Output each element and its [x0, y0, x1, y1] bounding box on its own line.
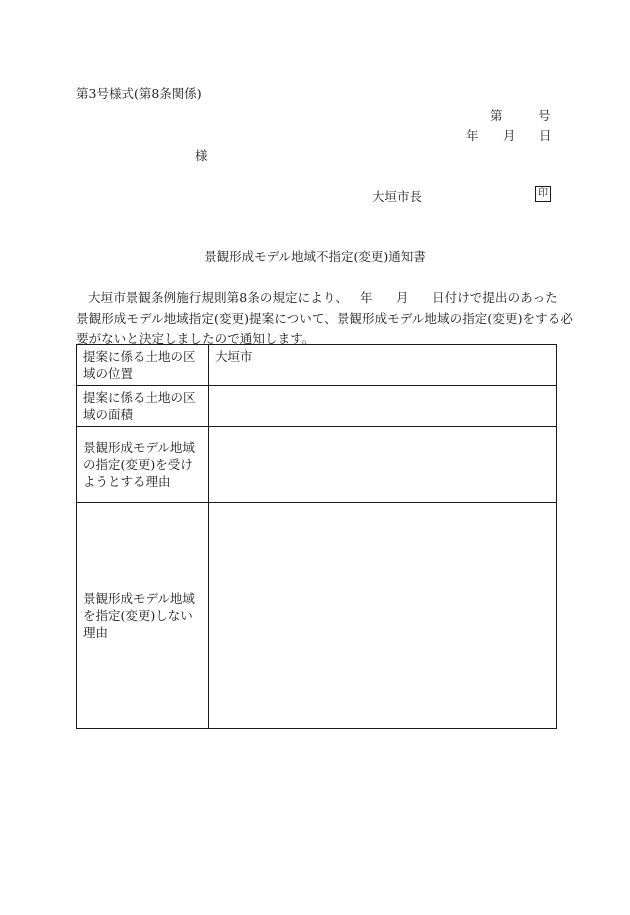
- body-text: [76, 288, 573, 350]
- body-line-1-a: 大垣市景観条例施行規則第8条の規定により、: [88, 290, 349, 305]
- table-row: [77, 427, 557, 503]
- table-row: [77, 503, 557, 729]
- table-row: [77, 345, 557, 386]
- info-table: [76, 344, 557, 729]
- body-year: 年: [360, 290, 373, 305]
- row-label-area: 提案に係る土地の区域の面積: [77, 386, 209, 427]
- document-title: 景観形成モデル地域不指定(変更)通知書: [204, 249, 426, 264]
- date-day: 日: [539, 128, 552, 143]
- body-line-2-text: 景観形成モデル地域指定(変更)提案について、景観形成モデル地域の指定(変更)をする必: [76, 310, 573, 326]
- row-value-location: 大垣市: [209, 345, 557, 386]
- row-value-non-designation-reason: [209, 503, 557, 729]
- row-value-designation-reason: [209, 427, 557, 503]
- body-line-1: [76, 288, 556, 309]
- form-label: 第3号様式(第8条関係): [76, 86, 202, 101]
- doc-number-suffix: 号: [538, 108, 551, 123]
- date-year: 年: [466, 128, 479, 143]
- row-label-designation-reason: 景観形成モデル地域の指定(変更)を受けようとする理由: [77, 427, 209, 503]
- issuer: 大垣市長: [372, 189, 423, 204]
- row-label-non-designation-reason: 景観形成モデル地域を指定(変更)しない理由: [77, 503, 209, 729]
- doc-number-prefix: 第: [490, 108, 503, 123]
- table-row: [77, 386, 557, 427]
- body-line-1-b: 日付けで提出のあった: [432, 290, 558, 305]
- body-line-3-text: 要がないと決定しましたので通知します。: [76, 331, 315, 346]
- seal-mark: 印: [535, 186, 551, 202]
- addressee: 様: [195, 148, 208, 163]
- body-month: 月: [396, 290, 409, 305]
- body-line-2: [76, 309, 573, 330]
- row-label-location: 提案に係る土地の区域の位置: [77, 345, 209, 386]
- row-value-area: [209, 386, 557, 427]
- date-month: 月: [503, 128, 516, 143]
